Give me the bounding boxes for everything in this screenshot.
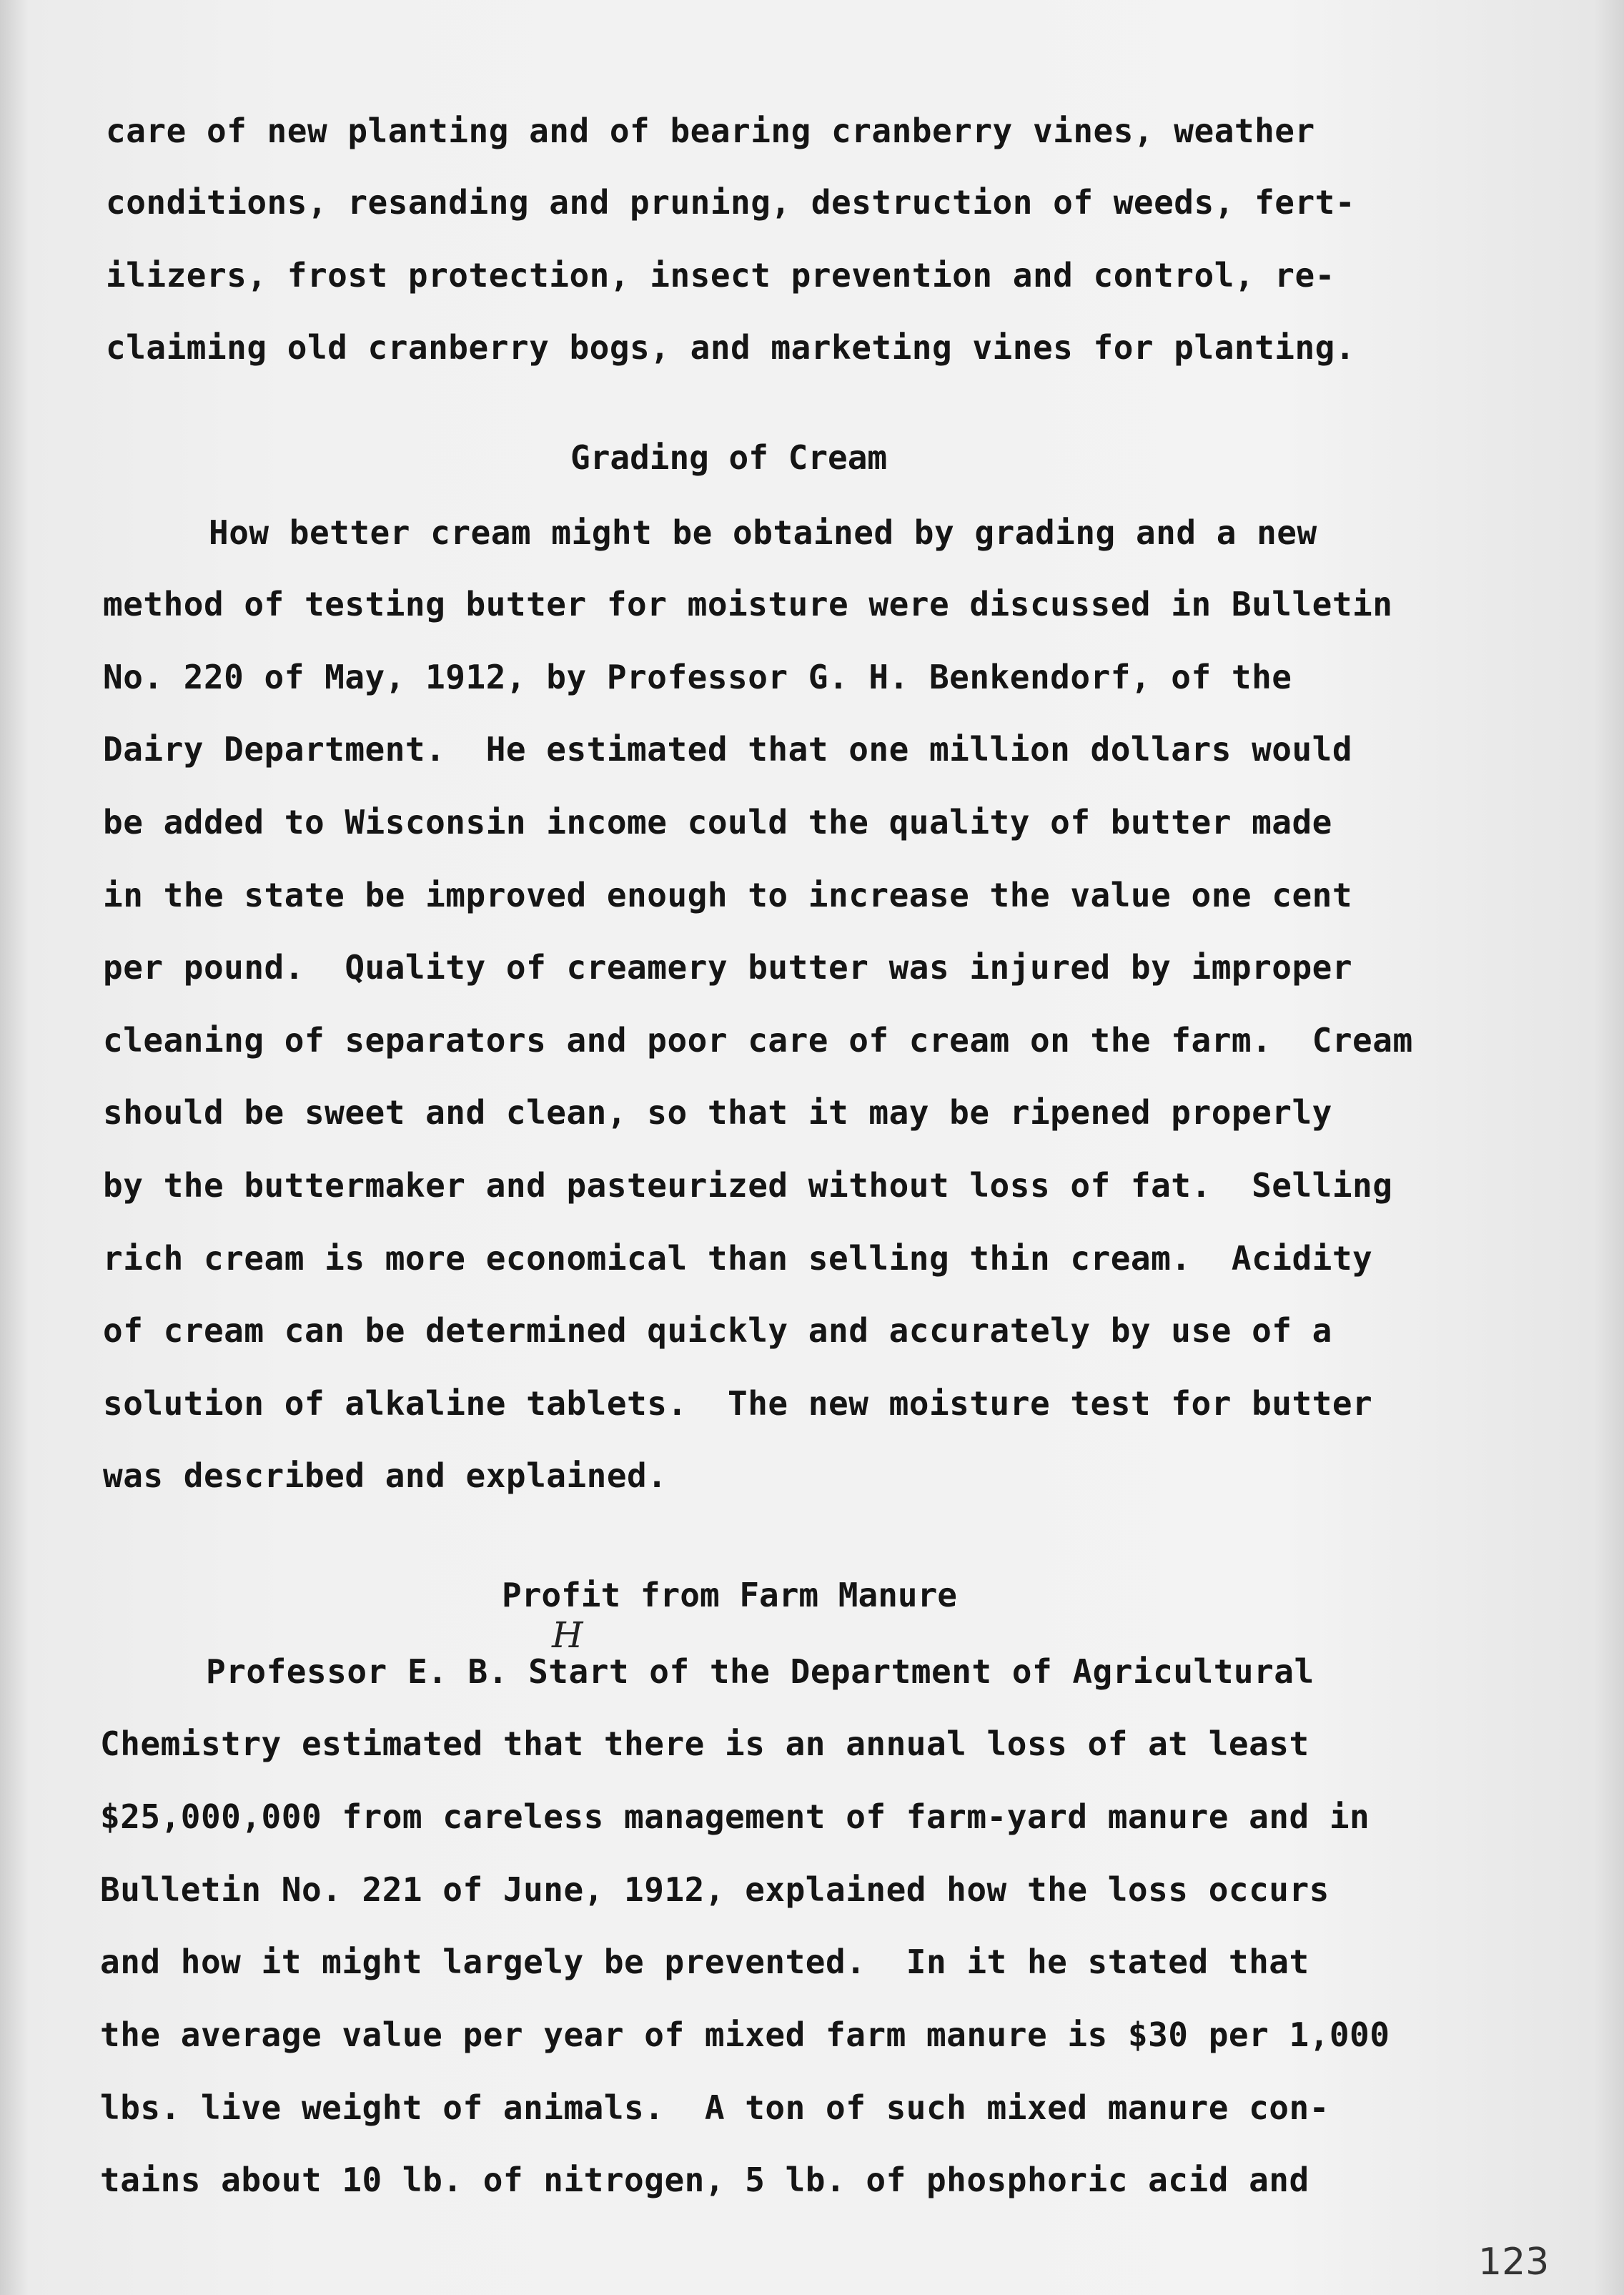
text-line: Professor E. B. Start of the Department of Agricultural: [206, 1652, 1314, 1691]
section-heading-grading-of-cream: Grading of Cream: [570, 438, 888, 477]
text-line: tains about 10 lb. of nitrogen, 5 lb. of phosphoric acid and: [100, 2161, 1309, 2199]
text-line: was described and explained.: [103, 1456, 668, 1495]
text-line: conditions, resanding and pruning, destruction of weeds, fert-: [106, 183, 1356, 222]
text-line: be added to Wisconsin income could the quality of butter made: [103, 803, 1332, 842]
text-line: ilizers, frost protection, insect prevention and control, re-: [106, 256, 1335, 295]
text-line: and how it might largely be prevented. In it he stated that: [100, 1943, 1309, 1981]
text-line: should be sweet and clean, so that it may be ripened properly: [103, 1093, 1332, 1132]
text-line: care of new planting and of bearing cranberry vines, weather: [106, 112, 1315, 150]
text-line: claiming old cranberry bogs, and marketing vines for planting.: [106, 328, 1356, 367]
text-line: per pound. Quality of creamery butter was injured by improper: [103, 948, 1353, 987]
text-line: Chemistry estimated that there is an annual loss of at least: [100, 1724, 1309, 1763]
text-line: $25,000,000 from careless management of farm-yard manure and in: [100, 1797, 1370, 1836]
text-line: cleaning of separators and poor care of cream on the farm. Cream: [103, 1021, 1413, 1060]
text-line: lbs. live weight of animals. A ton of such mixed manure con-: [100, 2088, 1330, 2127]
text-line: in the state be improved enough to increase the value one cent: [103, 876, 1353, 914]
text-line: No. 220 of May, 1912, by Professor G. H. Benkendorf, of the: [103, 658, 1292, 696]
text-line: How better cream might be obtained by grading and a new: [209, 513, 1317, 552]
text-line: the average value per year of mixed farm manure is $30 per 1,000: [100, 2015, 1390, 2054]
text-line: solution of alkaline tablets. The new moisture test for butter: [103, 1384, 1373, 1423]
text-line: rich cream is more economical than selling thin cream. Acidity: [103, 1239, 1373, 1278]
text-line: method of testing butter for moisture were discussed in Bulletin: [103, 585, 1393, 623]
text-line: Dairy Department. He estimated that one million dollars would: [103, 730, 1353, 769]
text-line: Bulletin No. 221 of June, 1912, explained how the loss occurs: [100, 1870, 1330, 1909]
text-line: by the buttermaker and pasteurized without loss of fat. Selling: [103, 1166, 1393, 1205]
handwritten-correction: H: [552, 1614, 583, 1656]
page-number: 123: [1478, 2241, 1550, 2284]
text-line: of cream can be determined quickly and accurately by use of a: [103, 1311, 1332, 1350]
section-heading-profit-from-farm-manure: Profit from Farm Manure: [502, 1576, 957, 1614]
